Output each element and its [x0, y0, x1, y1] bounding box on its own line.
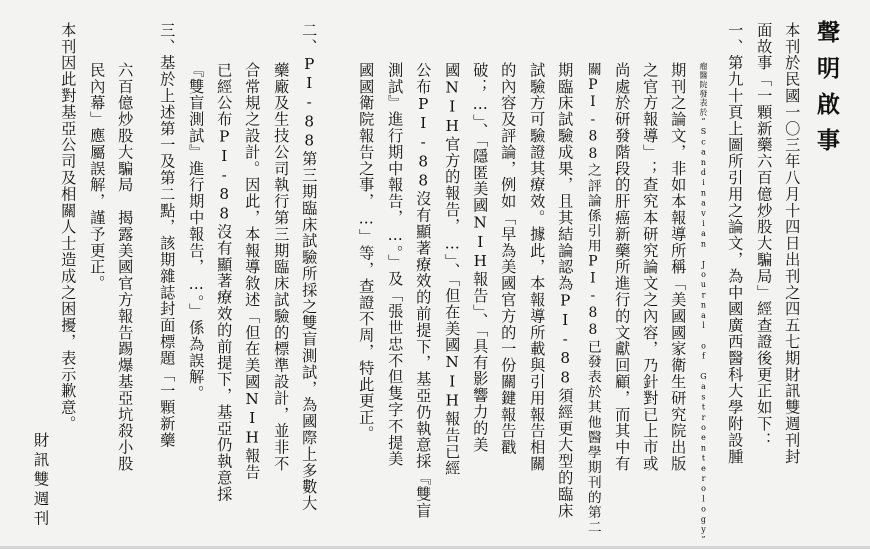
notice-column: 合常規之設計。因此，本報導敘述「但在美國NIH報告 — [243, 62, 262, 481]
notice-column: 瘤醫院發表於“Scandinavian Journal of Gastroenterology” — [698, 62, 708, 546]
notice-column: 試驗方可驗證其療效。據此，本報導所載與引用報告相關 — [528, 62, 547, 472]
notice-title: 聲明啟事 — [813, 20, 840, 164]
notice-column: 公布PI-88沒有顯著療效的前提下，基亞仍執意採『雙盲 — [414, 62, 433, 519]
notice-column: 之官方報導」；查究本研究論文之內容，乃針對已上市或 — [641, 62, 660, 472]
notice-column: 關PI-88之評論係引用PI-88已發表於其他醫學期刊的第二 — [584, 62, 601, 535]
notice-column: 期刊之論文，非如本報導所稱「美國國家衛生研究院出版 — [669, 62, 688, 472]
notice-column: 本刊因此對基亞公司及相關人士造成之困擾，表示歉意。 — [59, 22, 78, 432]
notice-column: 本刊於民國一〇三年八月十四日出刊之四五七期財訊雙週刊封 — [783, 22, 802, 465]
notice-column: 已經公布PI-88沒有顯著療效的前提下，基亞仍執意採 — [215, 62, 234, 503]
notice-column: 國NIH官方的報告，…」、「但在美國NIH報告已經 — [443, 62, 462, 477]
notice-column: 一、第九十頁上圖所引用之論文，為中國廣西醫科大學附設腫 — [726, 22, 745, 465]
notice-column: 六百億炒股大騙局 揭露美國官方報告踢爆基亞坑殺小股 — [116, 62, 135, 472]
notice-column: 國國衛院報告之事，…」等，查證不周，特此更正。 — [357, 62, 376, 442]
notice-column: 面故事「一顆新藥六百億炒股大騙局」經查證後更正如下： — [755, 22, 774, 449]
notice-column: 民內幕」應屬誤解，謹予更正。 — [88, 62, 107, 292]
signature: 財訊雙週刊 — [31, 432, 50, 530]
notice-column: 三、基於上述第一及第二點，該期雜誌封面標題「一顆新藥 — [158, 22, 177, 449]
notice-column: 『雙盲測試』進行期中報告，…。」係為誤解。 — [187, 62, 206, 402]
notice-column: 藥廠及生技公司執行第三期臨床試驗的標準設計，並非不 — [272, 62, 291, 472]
notice-column: 測試』進行期中報告，…。」及「張世忠不但隻字不提美 — [386, 62, 405, 468]
notice-column: 尚處於研發階段的肝癌新藥所進行的文獻回顧，而其中有 — [613, 62, 632, 472]
notice-column: 破；…」、「隱匿美國NIH報告」、「具有影響力的美 — [471, 62, 490, 453]
notice-column: 期臨床試驗成果，且其結論認為PI-88須經更大型的臨床 — [556, 62, 575, 519]
notice-column: 的內容及評論，例如「早為美國官方的一份關鍵報告戳 — [499, 62, 518, 456]
notice-column: 二、PI-88第三期臨床試驗所採之雙盲測試，為國際上多數大 — [300, 22, 319, 512]
